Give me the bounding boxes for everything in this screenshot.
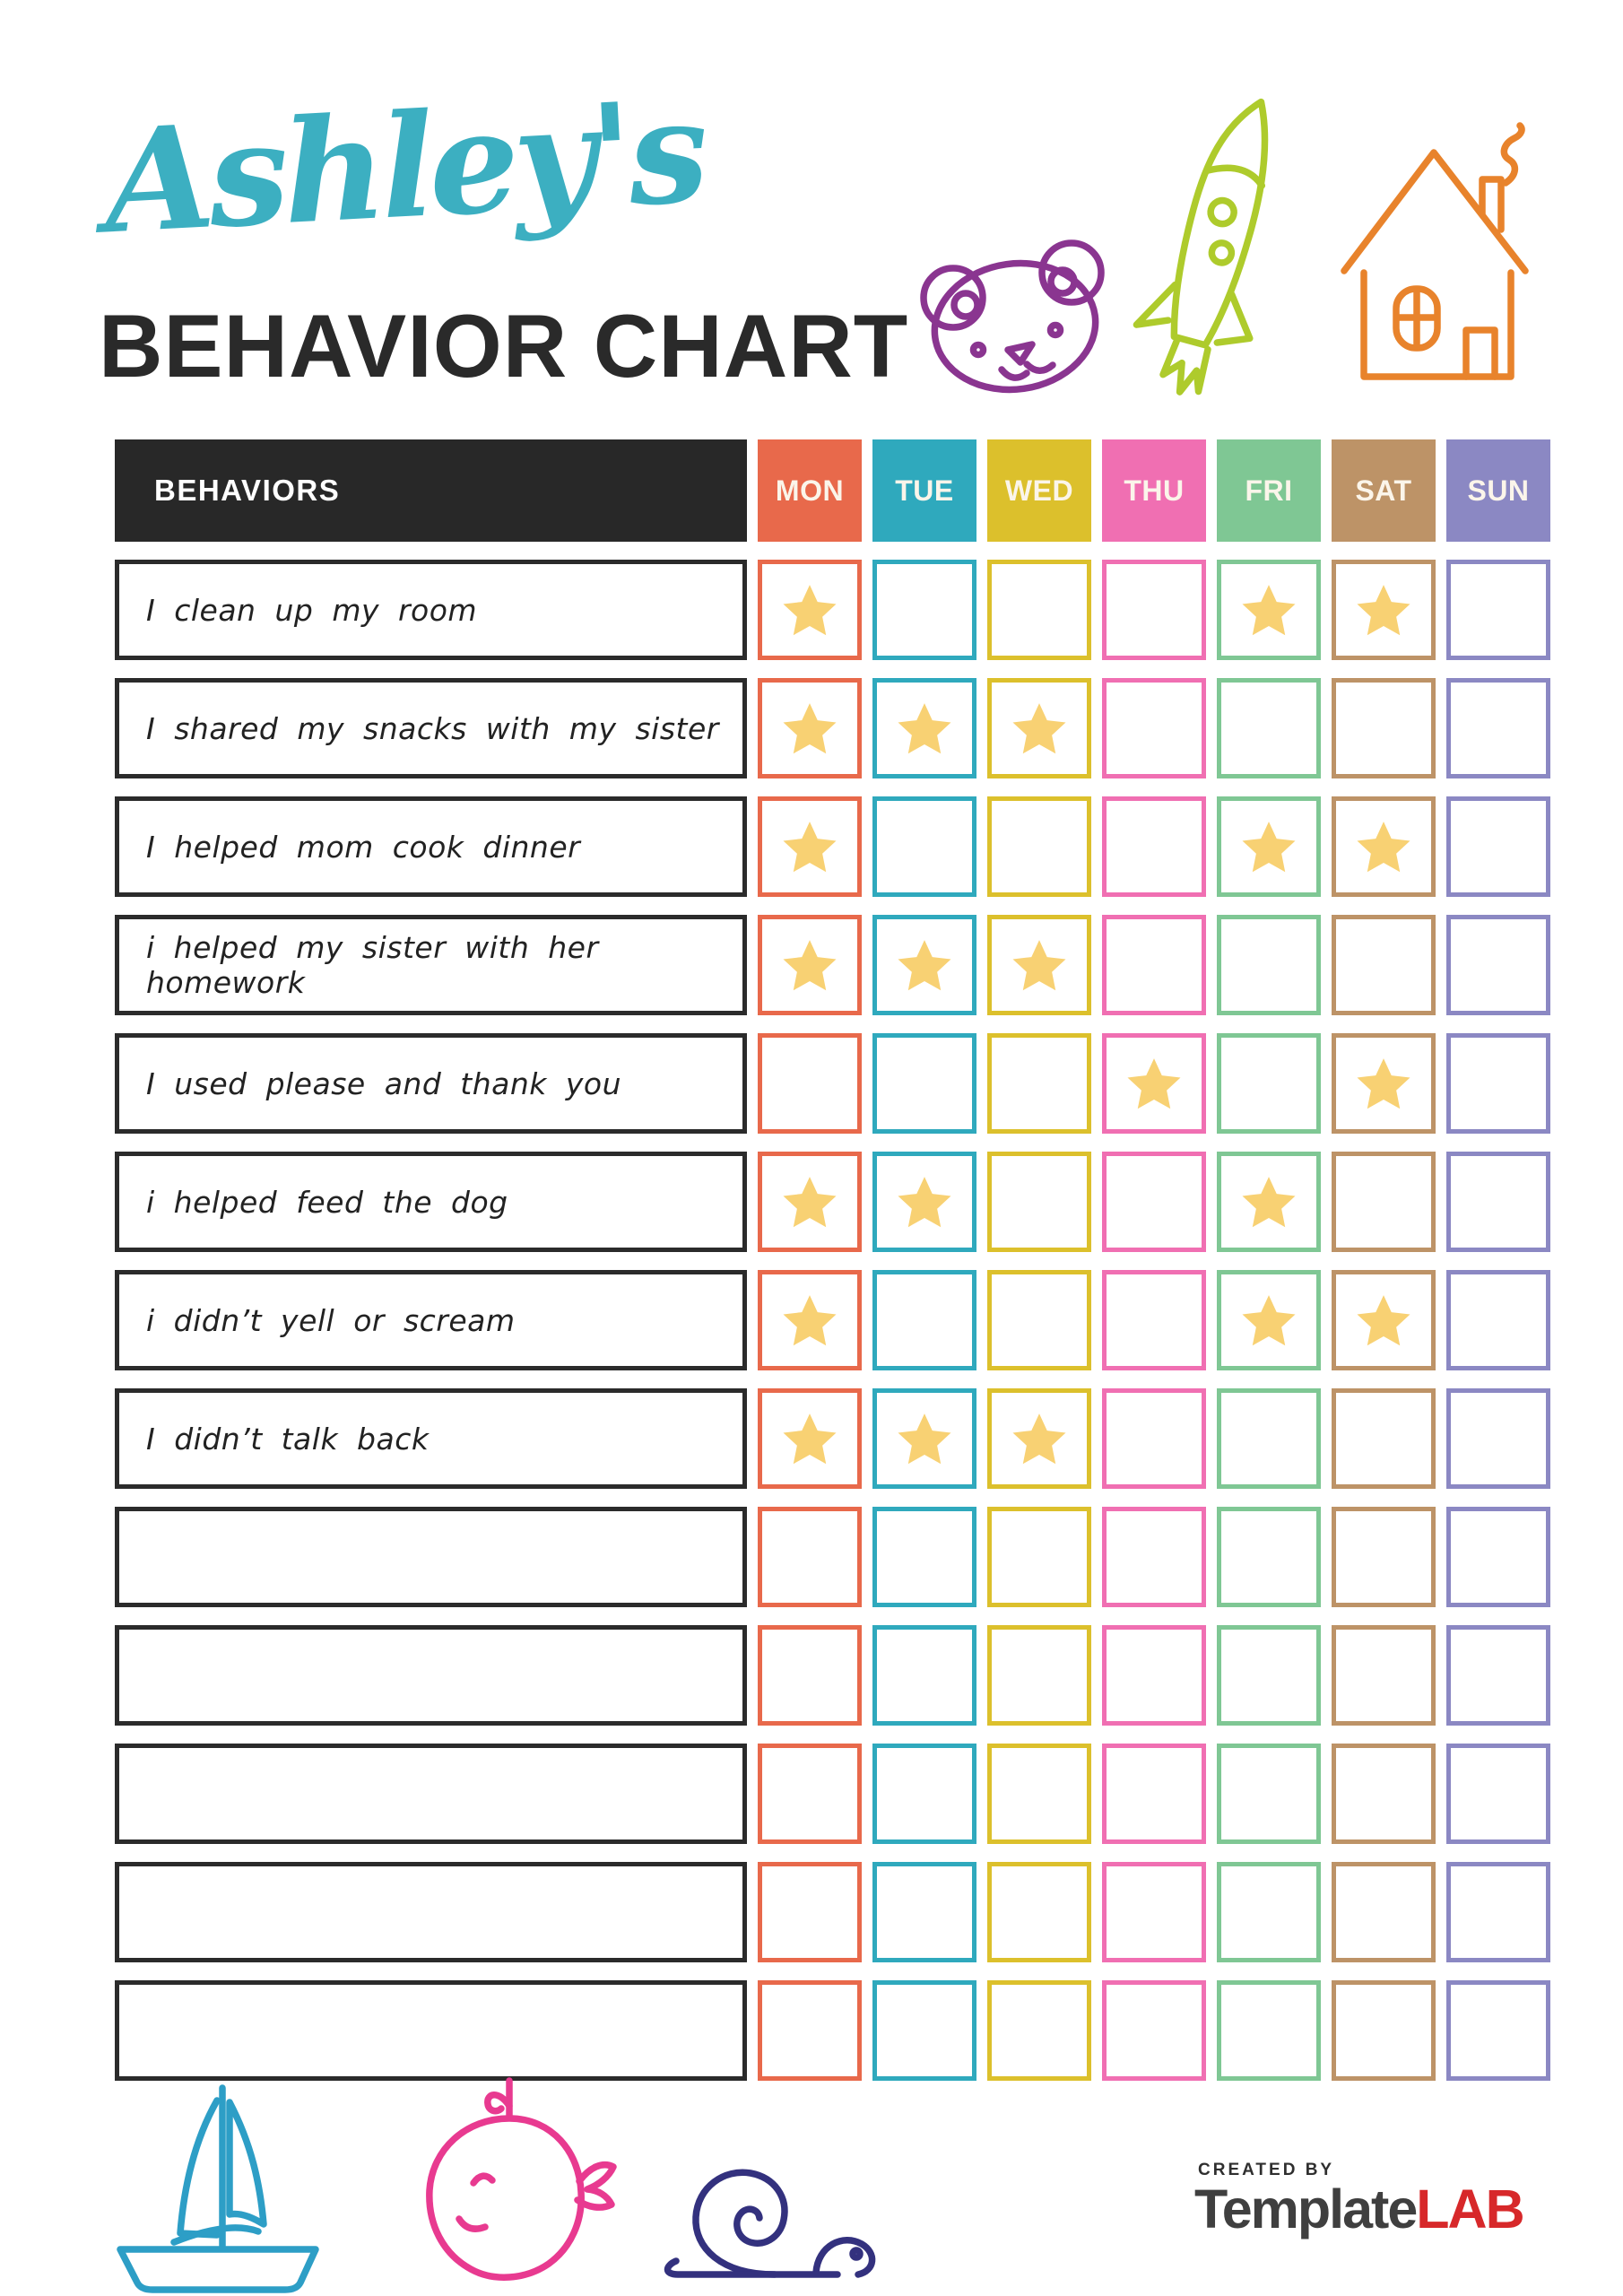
cell-row6-wed[interactable] <box>987 1152 1091 1252</box>
cell-row11-tue[interactable] <box>872 1744 976 1844</box>
cell-row2-fri[interactable] <box>1217 678 1321 778</box>
cell-row5-thu[interactable] <box>1102 1033 1206 1134</box>
star-icon <box>1355 1292 1412 1348</box>
created-by-label: CREATED BY <box>1198 2161 1335 2179</box>
cell-row10-tue[interactable] <box>872 1625 976 1726</box>
behavior-label-row9[interactable] <box>115 1507 747 1607</box>
cell-row1-mon[interactable] <box>758 560 862 660</box>
cell-row4-mon[interactable] <box>758 915 862 1015</box>
sailboat-icon <box>95 2079 339 2294</box>
cell-row3-thu[interactable] <box>1102 796 1206 897</box>
behavior-label-row11[interactable] <box>115 1744 747 1844</box>
cell-row11-wed[interactable] <box>987 1744 1091 1844</box>
cell-row11-sun[interactable] <box>1446 1744 1550 1844</box>
cell-row10-fri[interactable] <box>1217 1625 1321 1726</box>
star-icon <box>1125 1056 1183 1111</box>
cell-row5-wed[interactable] <box>987 1033 1091 1134</box>
cell-row11-thu[interactable] <box>1102 1744 1206 1844</box>
cell-row7-mon[interactable] <box>758 1270 862 1370</box>
star-icon <box>1240 819 1298 874</box>
cell-row7-sun[interactable] <box>1446 1270 1550 1370</box>
cell-row13-mon[interactable] <box>758 1980 862 2081</box>
behavior-label-row1: I clean up my room <box>115 560 747 660</box>
day-header-wed: WED <box>987 439 1091 542</box>
house-icon <box>1330 126 1538 382</box>
cell-row13-thu[interactable] <box>1102 1980 1206 2081</box>
child-name: Ashley's <box>100 68 707 266</box>
cell-row12-fri[interactable] <box>1217 1862 1321 1962</box>
cell-row7-fri[interactable] <box>1217 1270 1321 1370</box>
cell-row6-thu[interactable] <box>1102 1152 1206 1252</box>
behavior-label-row7: i didn’t yell or scream <box>115 1270 747 1370</box>
cell-row5-tue[interactable] <box>872 1033 976 1134</box>
cell-row6-sat[interactable] <box>1332 1152 1436 1252</box>
cell-row7-thu[interactable] <box>1102 1270 1206 1370</box>
cell-row6-sun[interactable] <box>1446 1152 1550 1252</box>
star-icon <box>781 1411 838 1466</box>
cell-row6-fri[interactable] <box>1217 1152 1321 1252</box>
cell-row8-mon[interactable] <box>758 1388 862 1489</box>
brand-dark-text: Template <box>1194 2179 1417 2239</box>
cell-row2-sat[interactable] <box>1332 678 1436 778</box>
cell-row7-wed[interactable] <box>987 1270 1091 1370</box>
cell-row1-fri[interactable] <box>1217 560 1321 660</box>
star-icon <box>1240 1174 1298 1230</box>
cell-row10-thu[interactable] <box>1102 1625 1206 1726</box>
cell-row10-sun[interactable] <box>1446 1625 1550 1726</box>
day-header-mon: MON <box>758 439 862 542</box>
cell-row8-sun[interactable] <box>1446 1388 1550 1489</box>
cell-row1-tue[interactable] <box>872 560 976 660</box>
cell-row4-wed[interactable] <box>987 915 1091 1015</box>
cell-row6-tue[interactable] <box>872 1152 976 1252</box>
cell-row12-thu[interactable] <box>1102 1862 1206 1962</box>
cell-row11-fri[interactable] <box>1217 1744 1321 1844</box>
star-icon <box>1355 1056 1412 1111</box>
star-icon <box>1011 937 1068 993</box>
day-header-tue: TUE <box>872 439 976 542</box>
behavior-label-row5: I used please and thank you <box>115 1033 747 1134</box>
behavior-label-row8: I didn’t talk back <box>115 1388 747 1489</box>
star-icon <box>781 582 838 638</box>
star-icon <box>896 1174 953 1230</box>
cell-row1-thu[interactable] <box>1102 560 1206 660</box>
cell-row4-sat[interactable] <box>1332 915 1436 1015</box>
cell-row9-fri[interactable] <box>1217 1507 1321 1607</box>
star-icon <box>1355 819 1412 874</box>
cell-row3-fri[interactable] <box>1217 796 1321 897</box>
cell-row12-wed[interactable] <box>987 1862 1091 1962</box>
cell-row9-wed[interactable] <box>987 1507 1091 1607</box>
behavior-label-row6: i helped feed the dog <box>115 1152 747 1252</box>
cell-row6-mon[interactable] <box>758 1152 862 1252</box>
cell-row12-mon[interactable] <box>758 1862 862 1962</box>
cell-row10-sat[interactable] <box>1332 1625 1436 1726</box>
brand-wordmark <box>1194 2179 1523 2239</box>
snail-icon <box>642 2133 890 2283</box>
cell-row11-mon[interactable] <box>758 1744 862 1844</box>
star-icon <box>1011 1411 1068 1466</box>
brand-red-text: LAB <box>1416 2179 1523 2239</box>
behavior-label-row3: I helped mom cook dinner <box>115 796 747 897</box>
cell-row3-mon[interactable] <box>758 796 862 897</box>
behavior-table <box>115 439 1550 2081</box>
cell-row7-tue[interactable] <box>872 1270 976 1370</box>
star-icon <box>781 937 838 993</box>
star-icon <box>1240 582 1298 638</box>
cell-row3-sat[interactable] <box>1332 796 1436 897</box>
star-icon <box>781 819 838 874</box>
day-header-sun: SUN <box>1446 439 1550 542</box>
page-title: BEHAVIOR CHART <box>99 296 909 396</box>
cell-row1-wed[interactable] <box>987 560 1091 660</box>
cell-row3-sun[interactable] <box>1446 796 1550 897</box>
bear-icon <box>919 239 1124 391</box>
cell-row2-mon[interactable] <box>758 678 862 778</box>
cell-row1-sat[interactable] <box>1332 560 1436 660</box>
cell-row9-thu[interactable] <box>1102 1507 1206 1607</box>
cell-row13-sun[interactable] <box>1446 1980 1550 2081</box>
star-icon <box>896 1411 953 1466</box>
cell-row8-thu[interactable] <box>1102 1388 1206 1489</box>
cell-row2-sun[interactable] <box>1446 678 1550 778</box>
cell-row13-sat[interactable] <box>1332 1980 1436 2081</box>
behavior-label-row12[interactable] <box>115 1862 747 1962</box>
cell-row9-sat[interactable] <box>1332 1507 1436 1607</box>
cell-row3-tue[interactable] <box>872 796 976 897</box>
templatelab-logo[interactable] <box>1194 2161 1523 2237</box>
star-icon <box>781 1292 838 1348</box>
cell-row9-sun[interactable] <box>1446 1507 1550 1607</box>
cell-row12-sat[interactable] <box>1332 1862 1436 1962</box>
cell-row9-tue[interactable] <box>872 1507 976 1607</box>
cell-row4-tue[interactable] <box>872 915 976 1015</box>
star-icon <box>1011 700 1068 756</box>
cell-row12-sun[interactable] <box>1446 1862 1550 1962</box>
cell-row8-sat[interactable] <box>1332 1388 1436 1489</box>
cell-row5-sun[interactable] <box>1446 1033 1550 1134</box>
behavior-label-row2: I shared my snacks with my sister <box>115 678 747 778</box>
star-icon <box>896 700 953 756</box>
cell-row13-wed[interactable] <box>987 1980 1091 2081</box>
behaviors-header: BEHAVIORS <box>115 439 747 542</box>
cell-row13-tue[interactable] <box>872 1980 976 2081</box>
cell-row12-tue[interactable] <box>872 1862 976 1962</box>
day-header-thu: THU <box>1102 439 1206 542</box>
cell-row10-wed[interactable] <box>987 1625 1091 1726</box>
cell-row5-fri[interactable] <box>1217 1033 1321 1134</box>
cell-row13-fri[interactable] <box>1217 1980 1321 2081</box>
whale-icon <box>402 2079 631 2296</box>
cell-row11-sat[interactable] <box>1332 1744 1436 1844</box>
cell-row8-tue[interactable] <box>872 1388 976 1489</box>
cell-row5-sat[interactable] <box>1332 1033 1436 1134</box>
star-icon <box>896 937 953 993</box>
behavior-label-row13[interactable] <box>115 1980 747 2081</box>
cell-row4-thu[interactable] <box>1102 915 1206 1015</box>
cell-row2-thu[interactable] <box>1102 678 1206 778</box>
star-icon <box>781 1174 838 1230</box>
cell-row4-fri[interactable] <box>1217 915 1321 1015</box>
cell-row1-sun[interactable] <box>1446 560 1550 660</box>
day-header-sat: SAT <box>1332 439 1436 542</box>
cell-row8-wed[interactable] <box>987 1388 1091 1489</box>
cell-row7-sat[interactable] <box>1332 1270 1436 1370</box>
rocket-icon <box>1146 88 1300 400</box>
cell-row5-mon[interactable] <box>758 1033 862 1134</box>
behavior-label-row10[interactable] <box>115 1625 747 1726</box>
cell-row4-sun[interactable] <box>1446 915 1550 1015</box>
star-icon <box>781 700 838 756</box>
star-icon <box>1355 582 1412 638</box>
cell-row10-mon[interactable] <box>758 1625 862 1726</box>
cell-row9-mon[interactable] <box>758 1507 862 1607</box>
day-header-fri: FRI <box>1217 439 1321 542</box>
cell-row2-tue[interactable] <box>872 678 976 778</box>
cell-row3-wed[interactable] <box>987 796 1091 897</box>
star-icon <box>1240 1292 1298 1348</box>
cell-row8-fri[interactable] <box>1217 1388 1321 1489</box>
behavior-label-row4: i helped my sister with her homework <box>115 915 747 1015</box>
cell-row2-wed[interactable] <box>987 678 1091 778</box>
